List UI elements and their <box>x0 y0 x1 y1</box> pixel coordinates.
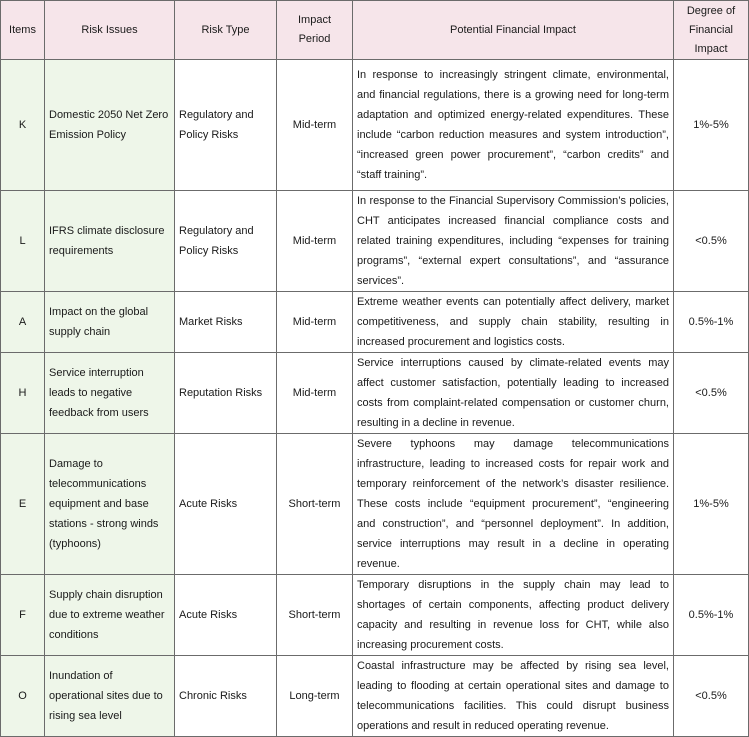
financial-impact-cell: Extreme weather events can potentially affect delivery, market competitiveness, and supply chain stability, resulting in increased procurement and logistics costs. <box>353 292 674 353</box>
financial-impact-cell: In response to increasingly stringent climate, environmental, and financial regulations, there is a growing need for long-term adaptation and optimized energy-related expenditures. These include “carbon reduction measures and system introduction”, “increased green power procurement”, “carbon credits” and “staff training”. <box>353 60 674 191</box>
header-items: Items <box>1 1 45 60</box>
item-cell: A <box>1 292 45 353</box>
degree-cell: 0.5%-1% <box>674 292 749 353</box>
financial-impact-cell: In response to the Financial Supervisory Commission’s policies, CHT anticipates increased financial compliance costs and related training expenditures, including “expenses for training programs”, “external expert consultations”, and “assurance services”. <box>353 191 674 292</box>
header-row <box>1 1 749 60</box>
header-impact-period: Impact Period <box>277 1 353 60</box>
financial-impact-cell: Service interruptions caused by climate-related events may affect customer satisfaction, potentially leading to increased costs from complaint-related compensation or customer churn, resulting in a decline in revenue. <box>353 353 674 434</box>
risk-issue-cell: Domestic 2050 Net Zero Emission Policy <box>45 60 175 191</box>
header-risk-type: Risk Type <box>175 1 277 60</box>
risk-issue-cell: Damage to telecommunications equipment and base stations - strong winds (typhoons) <box>45 434 175 575</box>
risk-type-cell: Regulatory and Policy Risks <box>175 60 277 191</box>
risk-type-cell: Reputation Risks <box>175 353 277 434</box>
item-cell: F <box>1 575 45 656</box>
header-potential-financial-impact: Potential Financial Impact <box>353 1 674 60</box>
risk-issue-cell: Inundation of operational sites due to rising sea level <box>45 656 175 737</box>
impact-period-cell: Short-term <box>277 575 353 656</box>
item-cell: L <box>1 191 45 292</box>
table-row <box>1 191 749 292</box>
financial-impact-cell: Severe typhoons may damage telecommunications infrastructure, leading to increased costs for repair work and temporary reinforcement of the network’s disaster resilience. These costs include “equipment procurement”, “engineering and construction”, and “personnel deployment”. In addition, service interruptions may result in a decline in operating revenue. <box>353 434 674 575</box>
impact-period-cell: Mid-term <box>277 191 353 292</box>
table-row <box>1 575 749 656</box>
financial-impact-cell: Coastal infrastructure may be affected by rising sea level, leading to flooding at certain operational sites and damage to telecommunications facilities. This could disrupt business operations and result in reduced operating revenue. <box>353 656 674 737</box>
item-cell: H <box>1 353 45 434</box>
risk-issue-cell: Supply chain disruption due to extreme weather conditions <box>45 575 175 656</box>
risk-type-cell: Market Risks <box>175 292 277 353</box>
risk-issue-cell: Impact on the global supply chain <box>45 292 175 353</box>
degree-cell: 1%-5% <box>674 60 749 191</box>
table-row <box>1 656 749 737</box>
impact-period-cell: Mid-term <box>277 353 353 434</box>
risk-issue-cell: Service interruption leads to negative feedback from users <box>45 353 175 434</box>
item-cell: O <box>1 656 45 737</box>
degree-cell: <0.5% <box>674 191 749 292</box>
impact-period-cell: Mid-term <box>277 60 353 191</box>
table-row <box>1 353 749 434</box>
risk-type-cell: Acute Risks <box>175 434 277 575</box>
impact-period-cell: Mid-term <box>277 292 353 353</box>
impact-period-cell: Long-term <box>277 656 353 737</box>
degree-cell: 1%-5% <box>674 434 749 575</box>
item-cell: E <box>1 434 45 575</box>
risk-type-cell: Acute Risks <box>175 575 277 656</box>
header-degree-of-financial-impact: Degree of Financial Impact <box>674 1 749 60</box>
degree-cell: <0.5% <box>674 656 749 737</box>
financial-impact-cell: Temporary disruptions in the supply chain may lead to shortages of certain components, affecting product delivery capacity and resulting in revenue loss for CHT, while also increasing procurement costs. <box>353 575 674 656</box>
header-risk-issues: Risk Issues <box>45 1 175 60</box>
table-row <box>1 434 749 575</box>
degree-cell: 0.5%-1% <box>674 575 749 656</box>
risk-type-cell: Regulatory and Policy Risks <box>175 191 277 292</box>
table-row <box>1 292 749 353</box>
degree-cell: <0.5% <box>674 353 749 434</box>
risk-issue-cell: IFRS climate disclosure requirements <box>45 191 175 292</box>
table-row <box>1 60 749 191</box>
item-cell: K <box>1 60 45 191</box>
impact-period-cell: Short-term <box>277 434 353 575</box>
risk-type-cell: Chronic Risks <box>175 656 277 737</box>
